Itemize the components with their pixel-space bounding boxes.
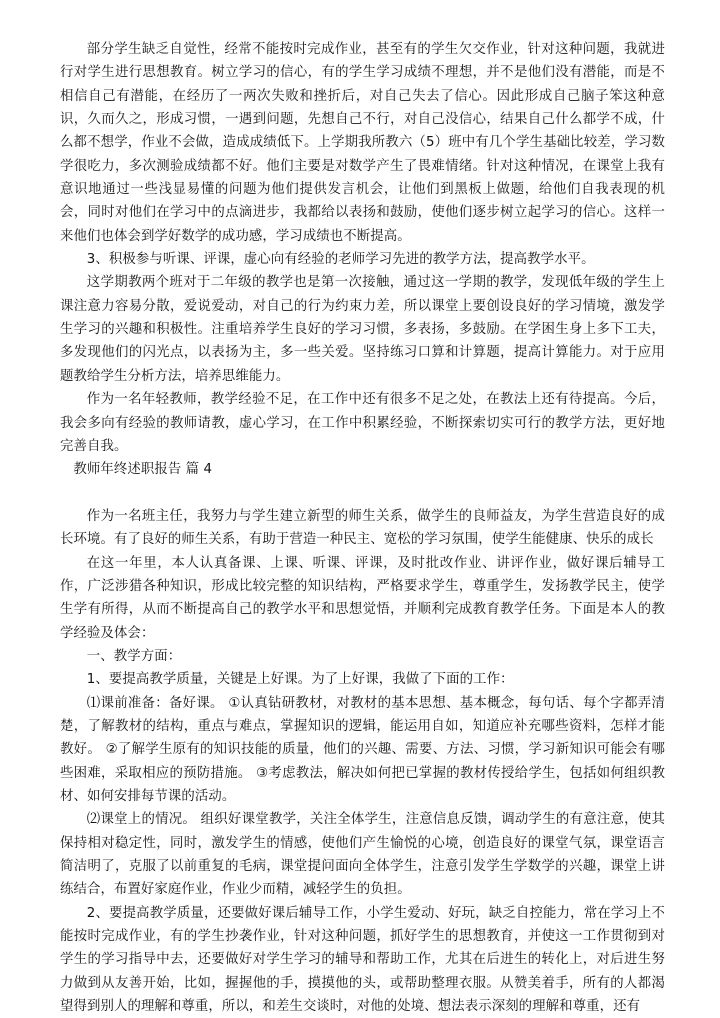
paragraph-8: ⑴课前准备：备好课。 ①认真钻研教材，对教材的基本思想、基本概念，每句话、每个字都弄清楚，了解教材的结构，重点与难点，掌握知识的逻辑，能运用自如，知道应补充哪些资料，怎样才能教好。 ②了解学生原有的知识技能的质量，他们的兴趣、需要、方法、习惯，学习新知识可能会有哪些困难，采取相应的预防措施。 ③考虑教法，解决如何把已掌握的教材传授给学生，包括如何组织教材、如何安排每节课的活动。 <box>60 695 665 804</box>
paragraph-6: 在这一年里，本人认真备课、上课、听课、评课，及时批改作业、讲评作业，做好课后辅导工作，广泛涉猎各种知识，形成比较完整的知识结构，严格要求学生，尊重学生，发扬教学民主，使学生学有所得，从而不断提高自己的教学水平和思想觉悟，并顺利完成教育教学任务。下面是本人的教学经验及体会： <box>60 555 665 641</box>
heading-teaching: 一、教学方面： <box>86 648 182 664</box>
document-page <box>60 0 665 1018</box>
paragraph-3: 这学期教两个班对于二年级的教学也是第一次接触，通过这一学期的教学，发现低年级的学生上课注意力容易分散，爱说爱动，对自己的行为约束力差，所以课堂上要创设良好的学习情境，激发学生学习的兴趣和积极性。注重培养学生良好的学习习惯，多表扬，多鼓励。在学困生身上多下工夫，多发现他们的闪光点，以表扬为主，多一些关爱。坚持练习口算和计算题，提高计算能力。对于应用题教给学生分析方法，培养思维能力。 <box>60 275 665 384</box>
paragraph-9: ⑵课堂上的情况。 组织好课堂教学，关注全体学生，注意信息反馈，调动学生的有意注意，使其保持相对稳定性，同时，激发学生的情感，使他们产生愉悦的心境，创造良好的课堂气氛，课堂语言简洁明了，克服了以前重复的毛病，课堂提问面向全体学生，注意引发学生学数学的兴趣，课堂上讲练结合，布置好家庭作业，作业少而精，减轻学生的负担。 <box>60 812 665 898</box>
paragraph-10: 2、要提高教学质量，还要做好课后辅导工作，小学生爱动、好玩，缺乏自控能力，常在学习上不能按时完成作业，有的学生抄袭作业，针对这种问题，抓好学生的思想教育，并使这一工作贯彻到对学生的学习指导中去，还要做好对学生学习的辅导和帮助工作，尤其在后进生的转化上，对后进生努力做到从友善开始，比如，握握他的手，摸摸他的头，或帮助整理衣服。从赞美着手，所有的人都渴望得到别人的理解和尊重，所以，和差生交谈时，对他的处境、想法表示深刻的理解和尊重，还有 <box>60 905 665 1015</box>
paragraph-5: 作为一名班主任，我努力与学生建立新型的师生关系，做学生的良师益友，为学生营造良好的成长环境。有了良好的师生关系，有助于营造一种民主、宽松的学习氛围，使学生能健康、快乐的成长 <box>60 508 665 548</box>
blank-line <box>60 482 665 505</box>
paragraph-7: 1、要提高教学质量，关键是上好课。为了上好课，我做了下面的工作： <box>86 672 514 688</box>
paragraph-1: 部分学生缺乏自觉性，经常不能按时完成作业，甚至有的学生欠交作业，针对这种问题，我就进行对学生进行思想教育。树立学习的信心，有的学生学习成绩不理想，并不是他们没有潜能，而是不相信自己有潜能，在经历了一两次失败和挫折后，对自己失去了信心。因此形成自己脑子笨这种意识，久而久之，形成习惯，一遇到问题，先想自己不行，对自己没信心，结果自己什么都学不成，什么都不想学，作业不会做，造成成绩低下。上学期我所教六（5）班中有几个学生基础比较差，学习数学很吃力，多次测验成绩都不好。他们主要是对数学产生了畏难情绪。针对这种情况，在课堂上我有意识地通过一些浅显易懂的问题为他们提供发言机会，让他们到黑板上做题，给他们自我表现的机会，同时对他们在学习中的点滴进步，我都给以表扬和鼓励，使他们逐步树立起学习的信心。这样一来他们也体会到学好数学的成功感，学习成绩也不断提高。 <box>60 42 665 244</box>
section-title: 教师年终述职报告 篇 4 <box>73 462 213 478</box>
paragraph-2: 3、积极参与听课、评课，虚心向有经验的老师学习先进的教学方法，提高教学水平。 <box>86 252 595 268</box>
paragraph-4: 作为一名年轻教师，教学经验不足，在工作中还有很多不足之处，在教法上还有待提高。今后，我会多向有经验的教师请教，虚心学习，在工作中积累经验，不断探索切实可行的教学方法，更好地完善自我。 <box>60 392 665 454</box>
